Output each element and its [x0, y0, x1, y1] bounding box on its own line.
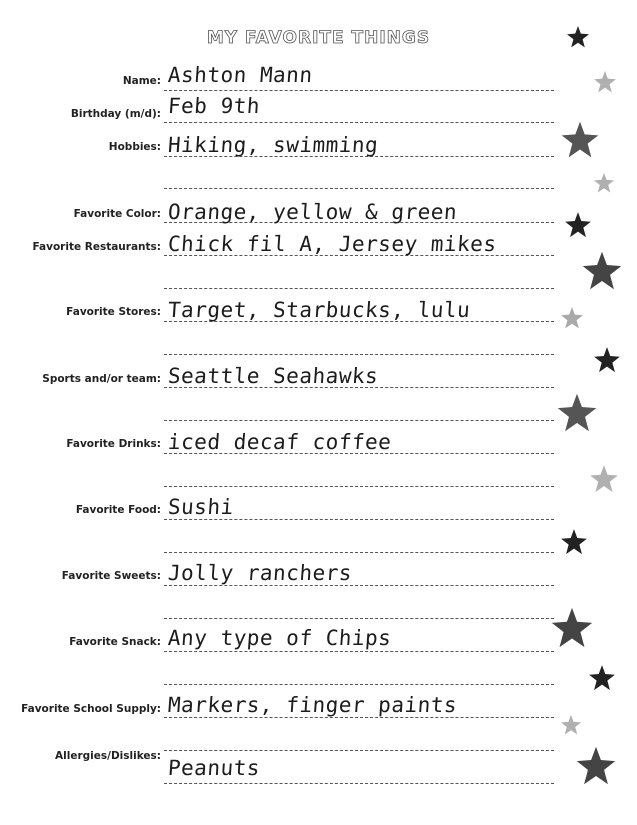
star-icon: [575, 745, 617, 787]
label-favorite-snack: Favorite Snack:: [69, 636, 161, 648]
label-favorite-school-supply: Favorite School Supply:: [21, 703, 161, 715]
star-icon: [593, 346, 621, 374]
answer-favorite-snack: Any type of Chips: [167, 626, 393, 650]
label-favorite-restaurants: Favorite Restaurants:: [32, 241, 161, 253]
label-sports-team: Sports and/or team:: [42, 373, 161, 385]
answer-favorite-sweets: Jolly ranchers: [167, 561, 353, 585]
label-favorite-stores: Favorite Stores:: [66, 306, 161, 318]
star-icon: [593, 172, 615, 194]
star-icon: [588, 664, 616, 692]
writing-line: [164, 717, 554, 718]
star-icon: [566, 25, 590, 49]
answer-birthday: Feb 9th: [167, 94, 261, 118]
writing-line: [164, 420, 554, 421]
writing-line: [164, 288, 554, 289]
answer-favorite-restaurants: Chick fil A, Jersey mikes: [167, 232, 498, 256]
label-favorite-color: Favorite Color:: [73, 208, 161, 220]
writing-line: [164, 354, 554, 355]
writing-line: [164, 90, 554, 91]
writing-line: [164, 618, 554, 619]
label-favorite-drinks: Favorite Drinks:: [66, 438, 161, 450]
label-allergies-dislikes: Allergies/Dislikes:: [55, 750, 161, 762]
writing-line: [164, 552, 554, 553]
page-title: MY FAVORITE THINGS: [206, 28, 431, 48]
star-icon: [560, 306, 584, 330]
star-icon: [560, 714, 582, 736]
writing-line: [164, 486, 554, 487]
answer-favorite-food: Sushi: [167, 495, 235, 519]
writing-line: [164, 188, 554, 189]
label-hobbies: Hobbies:: [108, 141, 161, 153]
answer-favorite-school-supply: Markers, finger paints: [167, 693, 458, 717]
star-icon: [589, 464, 619, 494]
label-name: Name:: [122, 75, 161, 87]
star-icon: [556, 392, 598, 434]
writing-line: [164, 585, 554, 586]
star-icon: [560, 120, 600, 160]
star-icon: [550, 606, 594, 650]
writing-line: [164, 684, 554, 685]
label-birthday: Birthday (m/d):: [70, 108, 161, 120]
answer-favorite-color: Orange, yellow & green: [167, 200, 458, 224]
writing-line: [164, 783, 554, 784]
label-favorite-food: Favorite Food:: [75, 504, 161, 516]
writing-line: [164, 519, 554, 520]
answer-allergies-dislikes: Peanuts: [167, 756, 261, 780]
star-icon: [564, 211, 592, 239]
writing-line: [164, 651, 554, 652]
writing-line: [164, 122, 554, 123]
answer-sports-team: Seattle Seahawks: [167, 364, 380, 388]
answer-name: Ashton Mann: [167, 63, 314, 87]
star-icon: [593, 70, 617, 94]
answer-hobbies: Hiking, swimming: [167, 133, 380, 157]
label-favorite-sweets: Favorite Sweets:: [61, 570, 161, 582]
star-icon: [581, 250, 623, 292]
star-icon: [560, 528, 588, 556]
answer-favorite-stores: Target, Starbucks, lulu: [167, 298, 472, 322]
writing-line: [164, 750, 554, 751]
answer-favorite-drinks: iced decaf coffee: [167, 430, 393, 454]
